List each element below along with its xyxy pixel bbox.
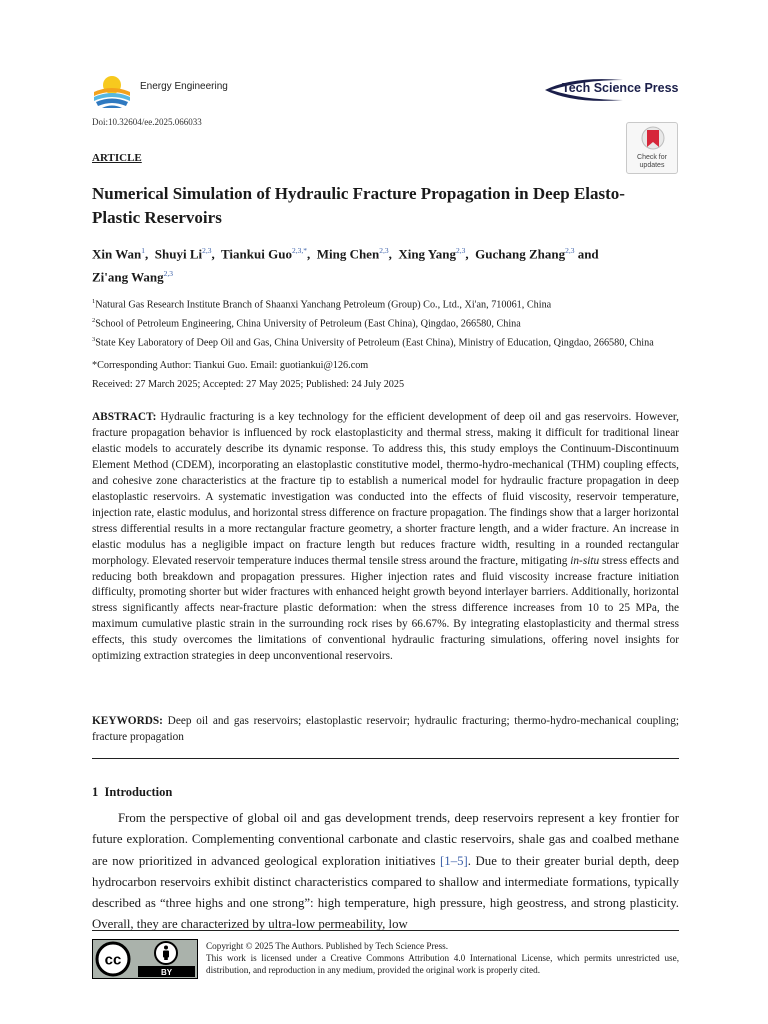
author-affiliation-sup[interactable]: 2,3 (456, 246, 466, 255)
abstract-text: stress effects and reducing both breakdown and propagation pressures. Higher injection rates and fluid viscosity increase fracture initiation difficulty, promoting shorter but wider fractures with enhanced height growth beyond interlayer barriers. Additionally, horizontal stress significantly affects near-fracture plastic deformation: when the stress difference increases from 10 to 25 MPa, the maximum cumulative plastic strain in the surrounding rock rises by 66.67%. By integrating elastoplasticity and thermal stress effects, this study overcomes the limitations of conventional hydraulic fracturing simulations, offering novel insights for optimizing extraction strategies in deep unconventional reservoirs. (92, 554, 680, 663)
journal-logo-icon (92, 70, 132, 110)
citation-link[interactable]: [1–5] (440, 853, 468, 868)
author-name[interactable]: Xin Wan (92, 246, 142, 262)
section-number: 1 (92, 785, 99, 799)
cc-badge-label: BY (160, 968, 173, 977)
affiliation-text: State Key Laboratory of Deep Oil and Gas, China University of Petroleum (East China), Ministry of Education, Qingdao, 266580, China (95, 337, 654, 349)
abstract-text: Hydraulic fracturing is a key technology for the efficient development of deep oil and gas reservoirs. However, fracture propagation behavior is influenced by rock elastoplasticity and thermal stress, making it difficult for traditional linear elastic models to accurately describe its dynamic response. To address this, this study employs the Continuum-Discontinuum Element Method (CDEM), incorporating an elastoplastic constitutive model, thermo-hydro-mechanical (THM) coupling effects, and cohesive zone characteristics at the fracture tip to establish a numerical model for hydraulic fracture propagation in deep elastoplastic reservoirs. A systematic investigation was conducted into the effects of fluid viscosity, reservoir temperature, injection rate, elastic modulus, and horizontal stress difference on fracture propagation. The findings show that a larger horizontal stress differential results in a more rectangular fracture geometry, a shorter fracture length, and a wider fracture. An increase in elastic modulus has a negligible impact on fracture length but reduces fracture width, resulting in a rounded rectangular morphology. Elevated reservoir temperature induces thermal tensile stress around the fracture, mitigating (92, 411, 679, 567)
author-name[interactable]: Ming Chen (316, 246, 380, 262)
author-name[interactable]: Guchang Zhang (475, 246, 566, 262)
affiliation (92, 294, 684, 313)
paper-title: Numerical Simulation of Hydraulic Fracture Propagation in Deep Elasto-Plastic Reservoirs (92, 184, 625, 227)
author-affiliation-sup[interactable]: 2,3 (565, 246, 575, 255)
affiliation-text: Natural Gas Research Institute Branch of Shaanxi Yanchang Petroleum (Group) Co., Ltd., Xi'an, 710061, China (95, 299, 552, 311)
author-affiliation-sup[interactable]: 1 (141, 246, 146, 255)
author-name[interactable]: Tiankui Guo (221, 246, 292, 262)
copyright-line: Copyright © 2025 The Authors. Published by Tech Science Press. (206, 941, 449, 951)
introduction-paragraph (92, 808, 679, 936)
author-affiliation-sup[interactable]: 2,3 (163, 269, 174, 279)
affiliation-number: 2 (92, 316, 96, 324)
intro-text: From the perspective of global oil and gas development trends, deep reservoirs represent a key frontier for future exploration. Complementing conventional carbonate and clastic reservoirs, shale gas and coalbed methane are now prioritized in advanced geological exploration initiatives (92, 811, 679, 868)
footer-divider (92, 930, 679, 931)
intro-text: . Due to their greater burial depth, deep hydrocarbon reservoirs exhibit distinct characteristics compared to shallow and intermediate formations, typically described as “three highs and one strong”: high temperature, high pressure, high geostress, and strong plasticity. Overall, they are characterized by ultra-low permeability, low (92, 853, 679, 932)
svg-text:cc: cc (104, 951, 122, 969)
keywords-text: Deep oil and gas reservoirs; elastoplastic reservoir; hydraulic fracturing; thermo-hydro-mechanical coupling; fracture propagation (92, 715, 680, 743)
check-for-updates-label: Check for updates (637, 154, 667, 169)
author-name[interactable]: Shuyi Li (154, 246, 203, 262)
author-affiliation-sup[interactable]: 2,3 (379, 246, 389, 255)
author-name[interactable]: Zi'ang Wang (92, 269, 164, 285)
author-affiliation-sup[interactable]: 2,3,* (291, 246, 307, 255)
affiliation-text: School of Petroleum Engineering, China University of Petroleum (East China), Qingdao, 266580, China (95, 318, 521, 330)
author-connector: and (577, 246, 599, 262)
abstract-label: ABSTRACT: (92, 411, 157, 423)
affiliation-number: 3 (92, 335, 96, 343)
affiliation-list (92, 294, 684, 351)
journal-name: Energy Engineering (140, 81, 228, 92)
check-for-updates-button[interactable] (626, 122, 678, 174)
cc-by-license-icon[interactable] (92, 939, 198, 979)
article-type-label: ARTICLE (92, 152, 142, 164)
affiliation (92, 332, 684, 351)
section-divider (92, 758, 679, 759)
abstract (92, 410, 679, 665)
section-heading (92, 785, 172, 800)
keywords (92, 713, 679, 745)
publication-dates: Received: 27 March 2025; Accepted: 27 May 2025; Published: 24 July 2025 (92, 379, 405, 390)
affiliation (92, 313, 684, 332)
author-list: Xin Wan$^1$, Shuyi Li$^{2,3}$, Tiankui Guo$^{2,3,*}$, Ming Chen$^{2,3}$, Xing Yang$^{2,3}$, Guchang Zhang$^{2,3}$ and Zi'ang Wang$^{2,3}$ (92, 246, 599, 285)
corresponding-author: *Corresponding Author: Tiankui Guo. Email: guotiankui@126.com (92, 360, 369, 371)
keywords-label: KEYWORDS: (92, 715, 163, 727)
publisher-name: Tech Science Press (562, 81, 679, 95)
author-name[interactable]: Xing Yang (398, 246, 456, 262)
author-affiliation-sup[interactable]: 2,3 (202, 246, 212, 255)
doi-link[interactable]: Doi:10.32604/ee.2025.066033 (92, 117, 202, 127)
affiliation-number: 1 (92, 298, 96, 305)
section-title: Introduction (104, 785, 173, 799)
abstract-italic: in-situ (570, 554, 600, 567)
copyright-notice (206, 940, 679, 976)
bookmark-icon (627, 123, 679, 155)
license-text: This work is licensed under a Creative Commons Attribution 4.0 International License, which permits unrestricted use, distribution, and reproduction in any medium, provided the original work is properly cited. (206, 953, 679, 975)
